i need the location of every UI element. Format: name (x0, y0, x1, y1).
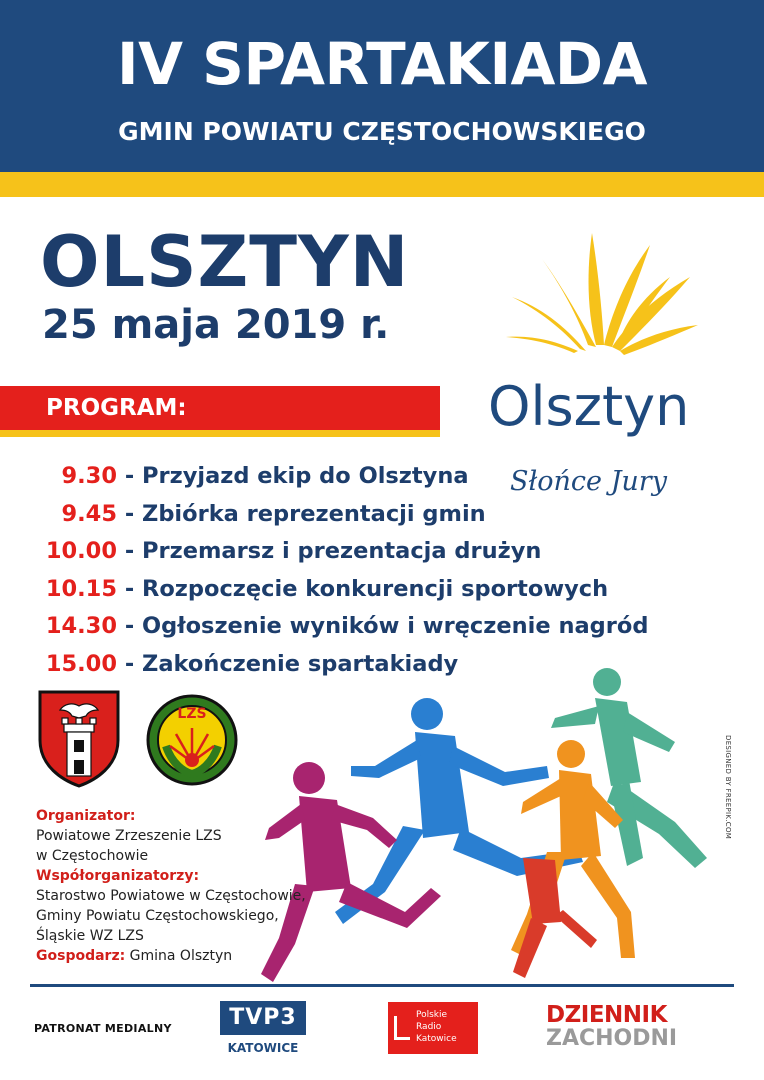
polskie-radio-logo (388, 1002, 478, 1054)
schedule-text: - Zbiórka reprezentacji gmin (124, 500, 486, 527)
organizer-label: Organizator: (36, 808, 136, 824)
schedule-time: 10.15 (45, 575, 117, 602)
schedule-text: - Rozpoczęcie konkurencji sportowych (124, 575, 609, 602)
event-title: IV SPARTAKIADA (117, 30, 647, 98)
radio-logo-text (416, 1009, 476, 1045)
program-label: PROGRAM: (46, 395, 187, 421)
coorganizer-line: Starostwo Powiatowe w Częstochowie, (36, 888, 306, 904)
olsztyn-crest-icon (36, 688, 122, 788)
schedule-time: 14.30 (45, 613, 117, 639)
schedule-item (30, 458, 670, 496)
organizer-line: Powiatowe Zrzeszenie LZS (36, 828, 222, 844)
sun-rays-icon (500, 225, 700, 355)
schedule-text: - Zakończenie spartakiady (124, 650, 459, 677)
radio-mark-icon (394, 1016, 410, 1040)
schedule-text: - Przemarsz i prezentacja drużyn (124, 538, 542, 564)
coorganizer-line: Gminy Powiatu Częstochowskiego, (36, 908, 279, 924)
image-credit: DESIGNED BY FREEPIK.COM (724, 735, 732, 840)
tvp3-logo-city: KATOWICE (227, 1041, 299, 1055)
dziennik-logo-bottom: ZACHODNI (546, 1026, 678, 1051)
olsztyn-logo-tagline: Słońce Jury (510, 466, 667, 497)
event-city: OLSZTYN (40, 221, 410, 303)
media-patronage-label: PATRONAT MEDIALNY (34, 1022, 172, 1035)
schedule-time: 10.00 (45, 538, 117, 564)
schedule-item (30, 571, 670, 609)
program-schedule (30, 458, 670, 683)
event-subtitle: GMIN POWIATU CZĘSTOCHOWSKIEGO (118, 117, 646, 146)
header-yellow-stripe (0, 172, 764, 197)
organizer-line: w Częstochowie (36, 848, 149, 864)
schedule-item (30, 608, 670, 646)
footer-divider (30, 984, 734, 987)
radio-logo-line: Polskie (416, 1010, 448, 1020)
program-header-bar (0, 386, 440, 430)
host-label: Gospodarz: (36, 948, 126, 964)
tvp3-logo-name: TVP3 (220, 1001, 306, 1035)
host-line (36, 946, 336, 966)
schedule-text: - Ogłoszenie wyników i wręczenie nagród (124, 613, 649, 639)
coorganizer-line: Śląskie WZ LZS (36, 928, 144, 944)
schedule-time: 9.45 (61, 500, 117, 527)
lzs-emblem-text: LZS (177, 706, 207, 722)
schedule-item (30, 533, 670, 571)
radio-logo-line: Radio (416, 1022, 442, 1032)
schedule-text: - Przyjazd ekip do Olsztyna (124, 463, 469, 489)
schedule-time: 15.00 (45, 650, 117, 677)
event-date: 25 maja 2019 r. (42, 302, 390, 348)
dziennik-zachodni-logo (546, 1003, 696, 1051)
coorganizers-label: Współorganizatorzy: (36, 868, 200, 884)
radio-logo-line: Katowice (416, 1034, 457, 1044)
dziennik-logo-top: DZIENNIK (546, 1002, 667, 1028)
olsztyn-logo-text: Olsztyn (488, 375, 690, 438)
schedule-time: 9.30 (61, 463, 117, 489)
header-banner (0, 0, 764, 172)
host-value: Gmina Olsztyn (129, 948, 233, 964)
organizers-block (36, 806, 336, 966)
lzs-emblem-icon (146, 694, 238, 786)
schedule-item (30, 496, 670, 534)
tvp3-logo (220, 1001, 306, 1061)
